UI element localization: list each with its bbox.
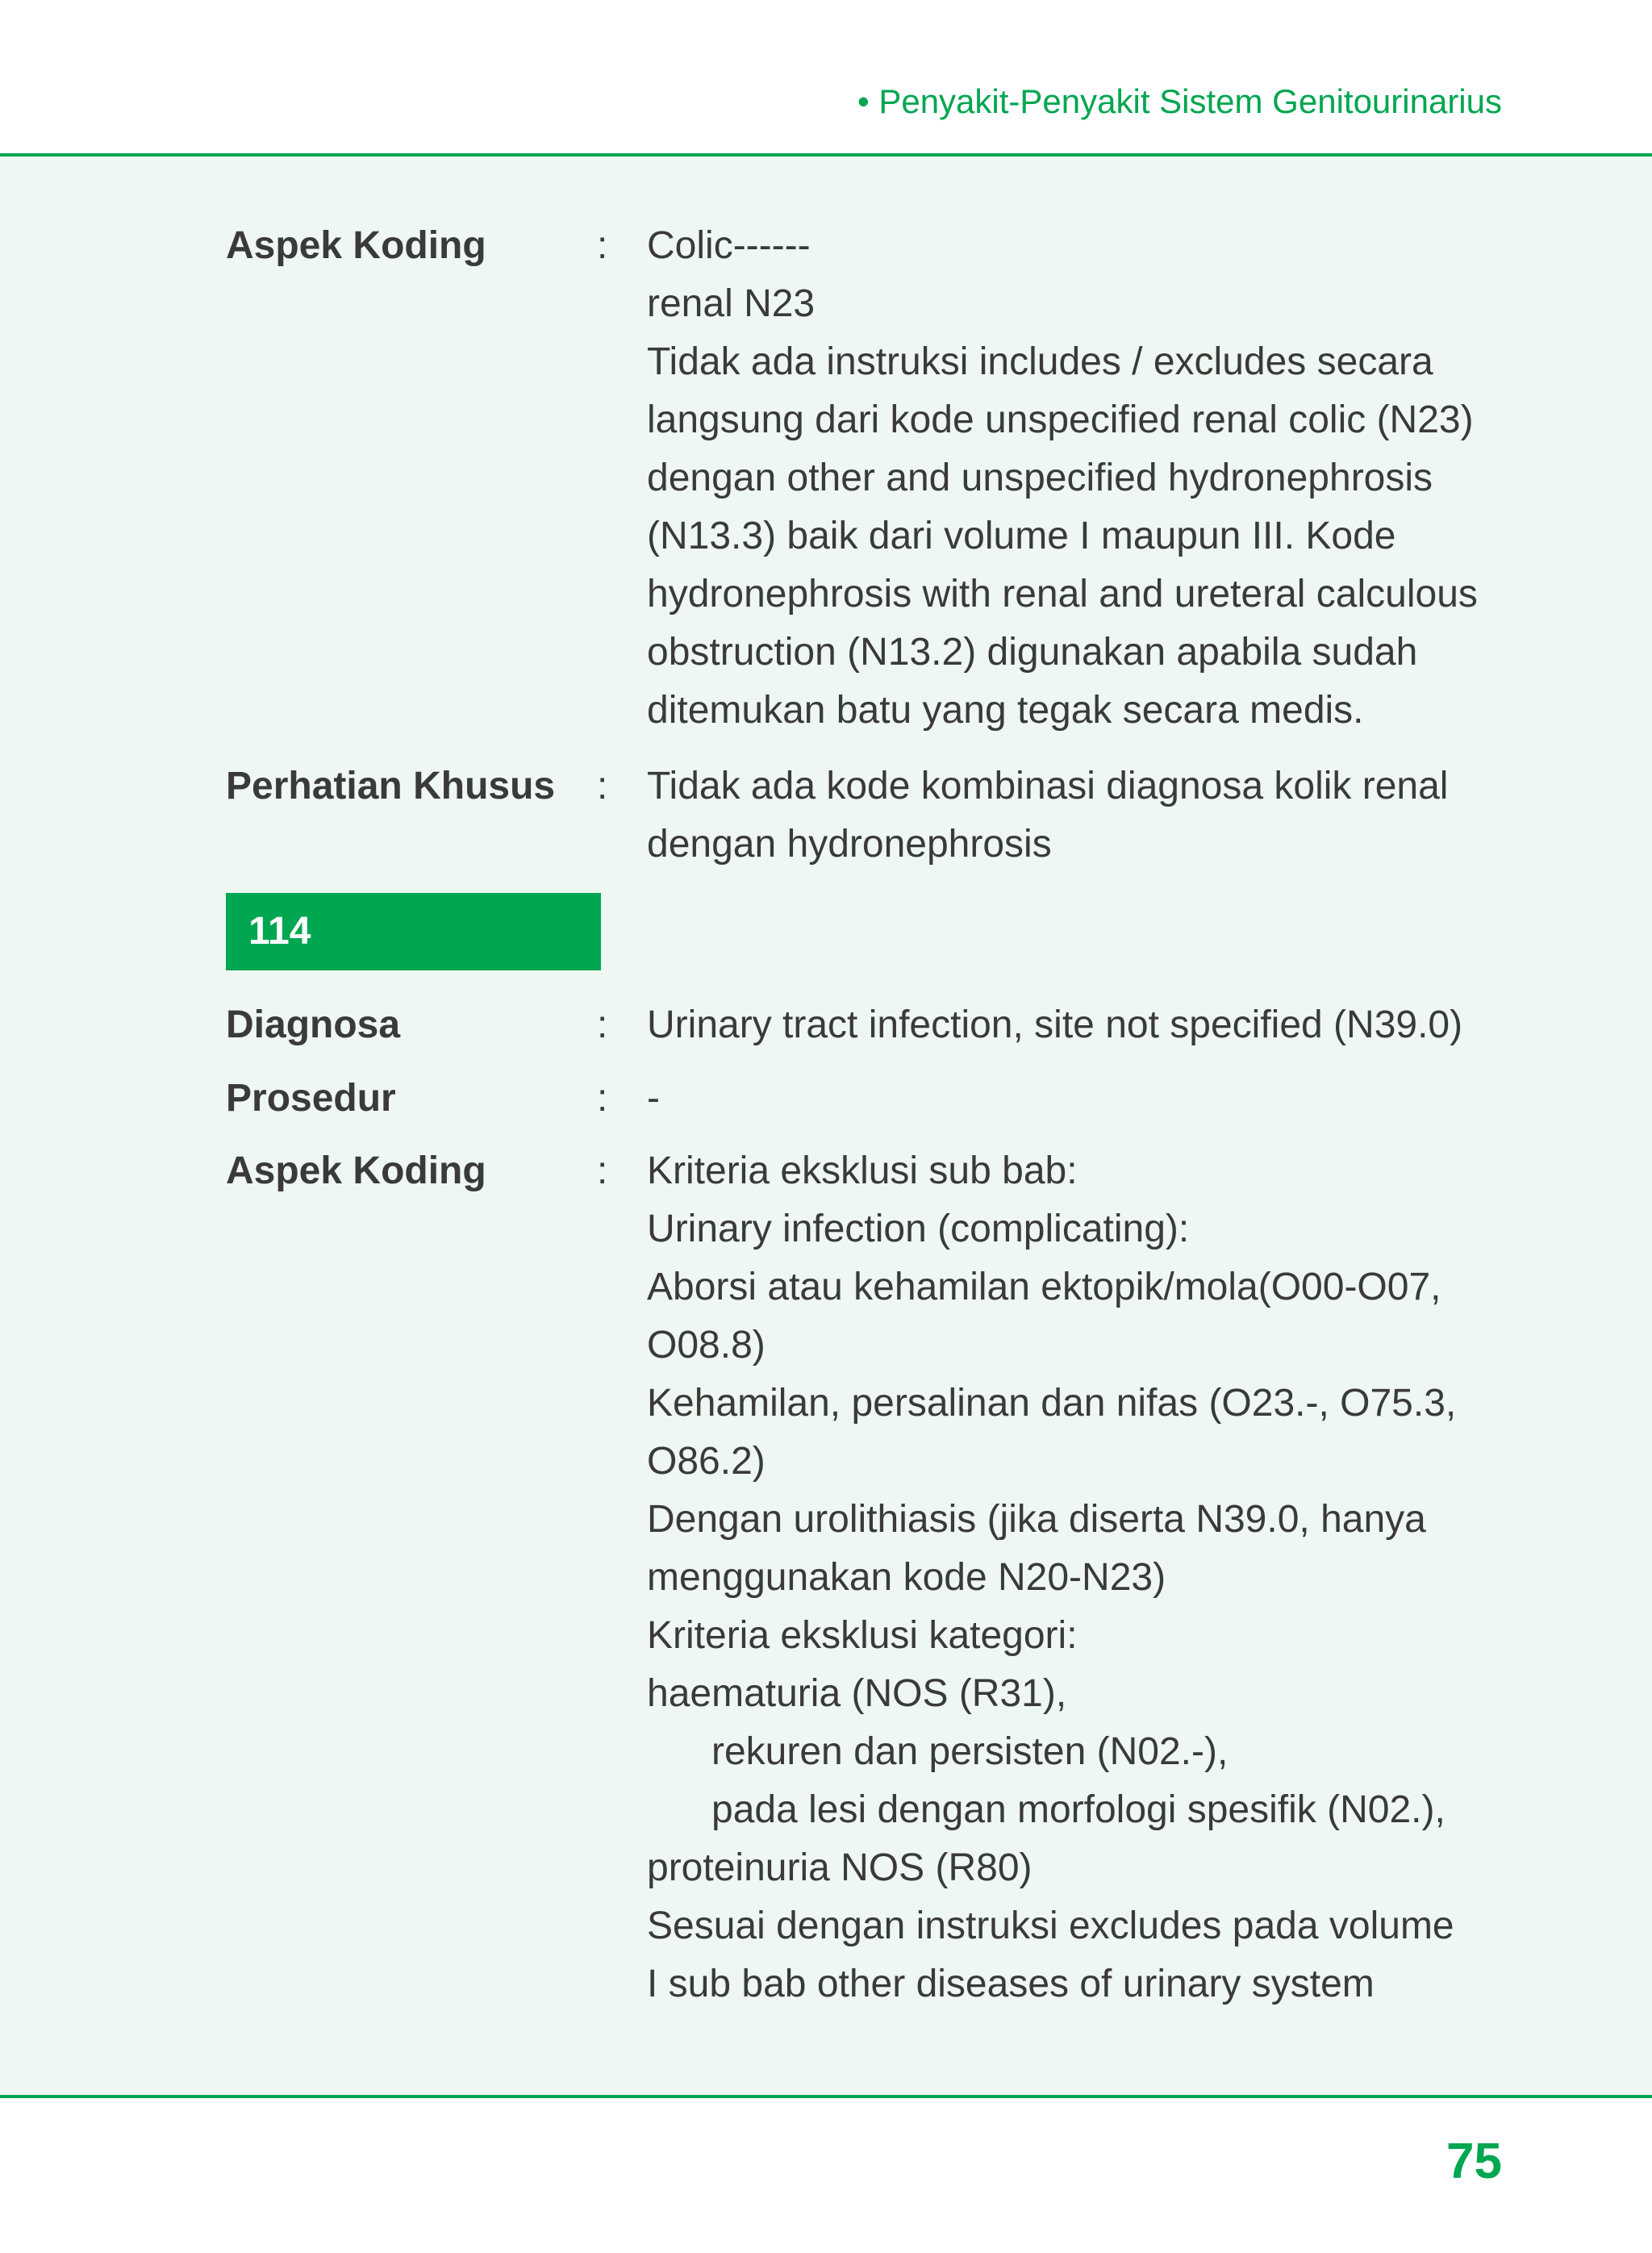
entry-label: Prosedur [226, 1077, 396, 1120]
entry-label: Diagnosa [226, 1003, 401, 1046]
text-line: Tidak ada kode kombinasi diagnosa kolik renal [647, 765, 1449, 807]
text-line: Urinary tract infection, site not specified (N39.0) [647, 1003, 1463, 1046]
text-line: Aborsi atau kehamilan ektopik/mola(O00-O07, [647, 1266, 1441, 1308]
entry-value [647, 757, 1550, 874]
text-line: Kriteria eksklusi sub bab: [647, 1149, 1078, 1192]
text-line: dengan other and unspecified hydronephrosis [647, 457, 1433, 499]
entry-value [647, 217, 1550, 740]
text-line: renal N23 [647, 282, 816, 325]
text-line: Dengan urolithiasis (jika diserta N39.0, hanya [647, 1498, 1426, 1541]
text-line: haematuria (NOS (R31), [647, 1672, 1067, 1715]
text-line: Colic------ [647, 224, 811, 267]
entry-value [647, 996, 1550, 1054]
running-title: • Penyakit-Penyakit Sistem Genitourinarius [857, 82, 1502, 120]
entry-value [647, 1070, 1550, 1128]
text-line: dengan hydronephrosis [647, 823, 1052, 866]
text-line: Tidak ada instruksi includes / excludes secara [647, 340, 1433, 383]
page-number: 75 [1446, 2134, 1502, 2189]
section-number: 114 [248, 910, 311, 953]
text-line: proteinuria NOS (R80) [647, 1846, 1032, 1889]
entry-label: Perhatian Khusus [226, 765, 556, 807]
text-line: O08.8) [647, 1324, 766, 1366]
text-line: Urinary infection (complicating): [647, 1208, 1190, 1250]
text-line: (N13.3) baik dari volume I maupun III. Kode [647, 515, 1396, 557]
text-line: ditemukan batu yang tegak secara medis. [647, 689, 1364, 732]
text-line: obstruction (N13.2) digunakan apabila sudah [647, 631, 1418, 674]
text-line: - [647, 1077, 660, 1120]
entry-colon: : [597, 1077, 608, 1120]
text-line: O86.2) [647, 1440, 766, 1483]
entry-colon: : [597, 224, 608, 267]
text-line: I sub bab other diseases of urinary system [647, 1963, 1375, 2005]
text-line: rekuren dan persisten (N02.-), [711, 1730, 1229, 1773]
entry-colon: : [597, 1149, 608, 1192]
text-line: hydronephrosis with renal and ureteral calculous [647, 573, 1478, 615]
entry-label: Aspek Koding [226, 1149, 486, 1192]
section-number-badge [226, 893, 601, 970]
text-line: Kriteria eksklusi kategori: [647, 1614, 1078, 1657]
text-line: pada lesi dengan morfologi spesifik (N02.), [711, 1788, 1446, 1831]
entry-colon: : [597, 765, 608, 807]
text-line: Kehamilan, persalinan dan nifas (O23.-, O75.3, [647, 1382, 1457, 1425]
page-header [0, 0, 1652, 153]
entry-value [647, 1142, 1550, 2013]
entry-colon: : [597, 1003, 608, 1046]
text-line: langsung dari kode unspecified renal colic (N23) [647, 398, 1474, 441]
entry-label: Aspek Koding [226, 224, 486, 267]
text-line: menggunakan kode N20-N23) [647, 1556, 1166, 1599]
footer-divider [0, 2095, 1652, 2098]
text-line: Sesuai dengan instruksi excludes pada volume [647, 1905, 1454, 1947]
